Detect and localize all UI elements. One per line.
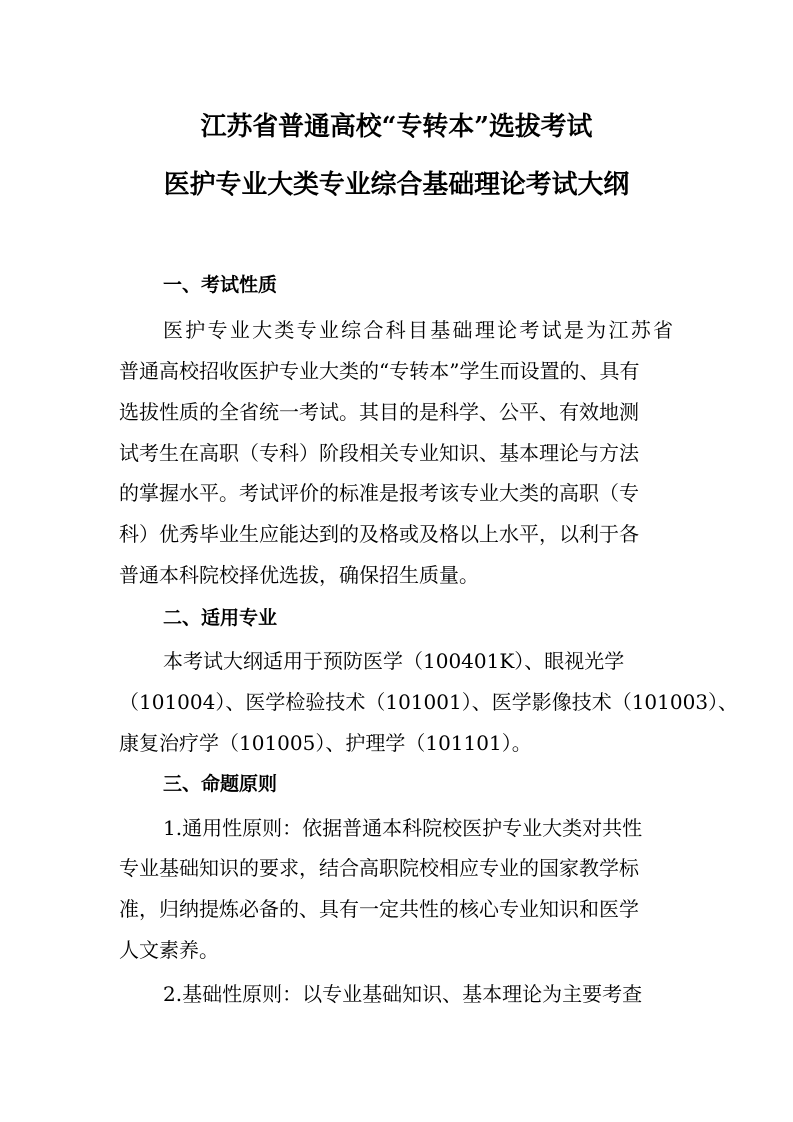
paragraph-line: 准，归纳提炼必备的、具有一定共性的核心专业知识和医学	[119, 897, 639, 921]
paragraph-line: 2.基础性原则：以专业基础知识、基本理论为主要考查	[163, 982, 643, 1006]
section-heading-proposition-principles: 三、命题原则	[163, 773, 278, 795]
paragraph-line: 医护专业大类专业综合科目基础理论考试是为江苏省	[163, 318, 673, 342]
paragraph-line: 的掌握水平。考试评价的标准是报考该专业大类的高职（专	[119, 481, 639, 505]
paragraph-line: 普通本科院校择优选拔，确保招生质量。	[119, 563, 479, 587]
paragraph-line: （101004）、医学检验技术（101001）、医学影像技术（101003）、	[119, 690, 739, 714]
paragraph-line: 本考试大纲适用于预防医学（100401K）、眼视光学	[163, 649, 625, 673]
paragraph-line: 普通高校招收医护专业大类的“专转本”学生而设置的、具有	[119, 359, 640, 383]
document-title-line-1: 江苏省普通高校“专转本”选拔考试	[200, 112, 593, 142]
paragraph-line: 试考生在高职（专科）阶段相关专业知识、基本理论与方法	[119, 441, 639, 465]
paragraph-line: 专业基础知识的要求，结合高职院校相应专业的国家教学标	[119, 856, 639, 880]
section-heading-applicable-majors: 二、适用专业	[163, 607, 278, 629]
paragraph-line: 1.通用性原则：依据普通本科院校医护专业大类对共性	[163, 816, 643, 840]
paragraph-line: 康复治疗学（101005）、护理学（101101）。	[119, 731, 532, 755]
paragraph-line: 人文素养。	[119, 938, 219, 962]
paragraph-line: 科）优秀毕业生应能达到的及格或及格以上水平，以利于各	[119, 522, 639, 546]
paragraph-line: 选拔性质的全省统一考试。其目的是科学、公平、有效地测	[119, 400, 639, 424]
section-heading-exam-nature: 一、考试性质	[163, 274, 278, 296]
document-title-line-2: 医护专业大类专业综合基础理论考试大纲	[163, 170, 630, 200]
